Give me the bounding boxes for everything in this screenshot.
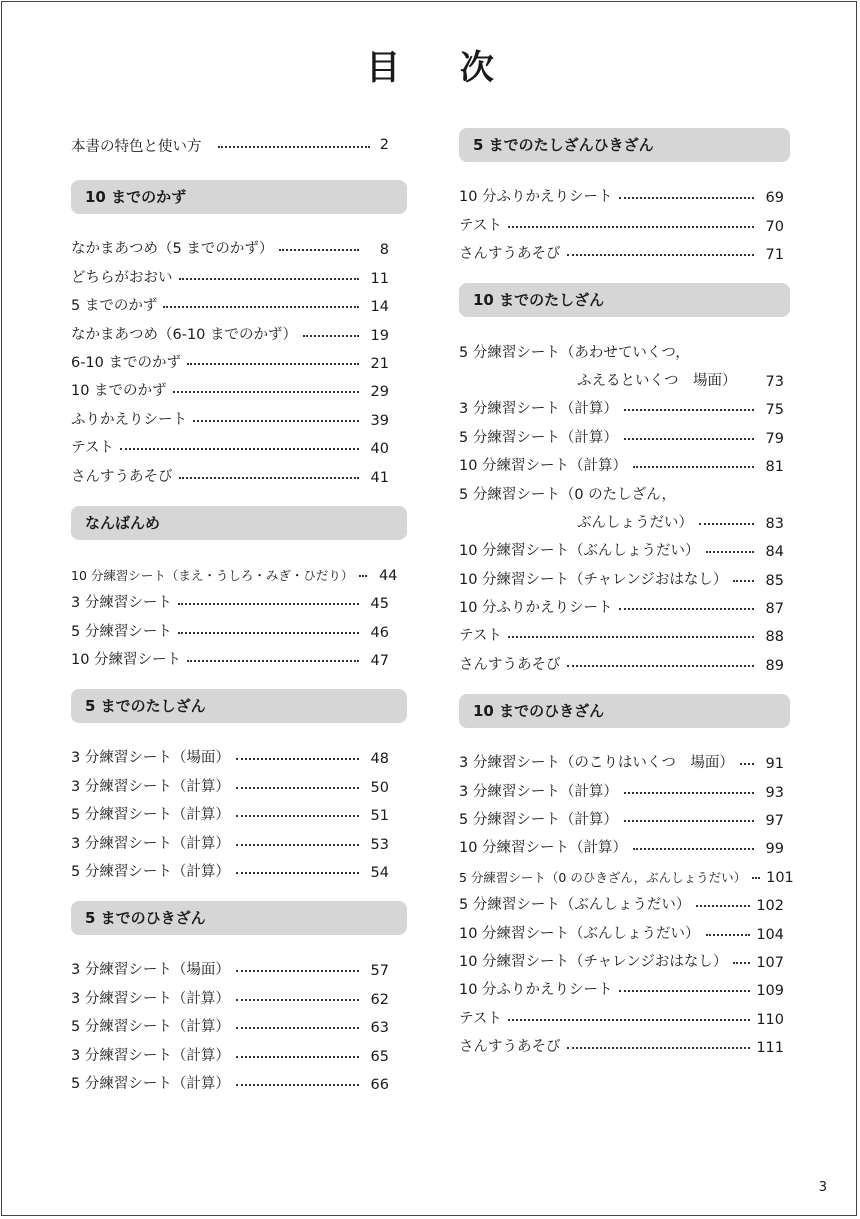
toc-entry-page: 99 [765, 841, 784, 858]
section-heading: 5 までのひきざん [71, 901, 407, 935]
toc-entry-page: 50 [370, 779, 389, 796]
toc-entry-page: 109 [756, 983, 784, 1000]
toc-entry-label: 10 分練習シート（ぶんしょうだい） [459, 925, 700, 942]
toc-entry[interactable] [459, 418, 790, 446]
toc-entry-label: 3 分練習シート（計算） [71, 1047, 230, 1064]
dot-leader [624, 438, 754, 440]
toc-entry-page: 19 [370, 327, 389, 344]
toc-entry-label: 5 までのかず [71, 298, 158, 315]
toc-entry[interactable] [459, 532, 790, 560]
dot-leader [619, 197, 754, 199]
toc-entry-page: 66 [370, 1076, 389, 1093]
toc-entry-page: 14 [370, 299, 389, 316]
toc-entry-label: さんすうあそび [459, 1039, 561, 1056]
toc-entry-page: 73 [765, 373, 784, 390]
toc-entry-page: 89 [765, 657, 784, 674]
toc-entry-page: 107 [756, 954, 784, 971]
toc-entry[interactable] [71, 372, 407, 400]
dot-leader [619, 608, 754, 610]
toc-entry[interactable] [459, 475, 790, 503]
toc-entry[interactable] [459, 447, 790, 475]
dot-leader [699, 523, 754, 525]
toc-entry-label: 5 分練習シート（計算） [71, 807, 230, 824]
toc-section [71, 901, 407, 1093]
toc-entry[interactable] [71, 584, 407, 612]
toc-entry[interactable] [459, 999, 790, 1027]
toc-entry-page: 70 [765, 218, 784, 235]
toc-entry-label: 3 分練習シート（計算） [71, 778, 230, 795]
dot-leader [706, 551, 754, 553]
toc-entry-label: 5 分練習シート（計算） [459, 812, 618, 829]
dot-leader [178, 603, 359, 605]
toc-entry-page: 75 [765, 402, 784, 419]
dot-leader [218, 146, 370, 148]
page-number: 3 [818, 1180, 827, 1195]
toc-entry-page: 54 [370, 865, 389, 882]
toc-entry-page: 87 [765, 601, 784, 618]
toc-entry[interactable] [459, 829, 790, 857]
toc-entry-label: 3 分練習シート（計算） [71, 835, 230, 852]
toc-entry[interactable] [459, 744, 790, 772]
toc-entry[interactable] [71, 344, 407, 372]
toc-entry[interactable] [71, 315, 407, 343]
toc-entry[interactable] [459, 390, 790, 418]
toc-entry[interactable] [459, 772, 790, 800]
toc-entry-label: どちらがおおい [71, 269, 173, 286]
toc-entry-label: テスト [71, 440, 114, 457]
dot-leader [508, 1019, 750, 1021]
dot-leader [236, 758, 359, 760]
toc-entry-page: 40 [370, 441, 389, 458]
toc-entry-label: 10 分練習シート（計算） [459, 458, 628, 475]
section-heading: なんばんめ [71, 506, 407, 540]
dot-leader [303, 335, 359, 337]
dot-leader [567, 254, 755, 256]
section-heading: 10 までのたしざん [459, 283, 790, 317]
toc-entry[interactable] [459, 971, 790, 999]
dot-leader [193, 420, 359, 422]
toc-entry-label: 5 分練習シート（0 のたしざん， [459, 486, 677, 503]
toc-entry-page: 53 [370, 836, 389, 853]
dot-leader [187, 660, 359, 662]
toc-entry-label: 5 分練習シート（計算） [71, 1075, 230, 1092]
toc-entry-page: 91 [765, 756, 784, 773]
toc-entry-label: さんすうあそび [459, 656, 561, 673]
section-heading: 5 までのたしざん [71, 689, 407, 723]
toc-entry-page: 93 [765, 784, 784, 801]
toc-entry[interactable] [459, 235, 790, 263]
toc-entry[interactable] [71, 767, 407, 795]
dot-leader [633, 848, 754, 850]
toc-entry-label: 5 分練習シート（0 のひきざん，ぶんしょうだい） [459, 869, 747, 885]
toc-entry[interactable] [459, 645, 790, 673]
toc-entry[interactable] [459, 914, 790, 942]
toc-entry[interactable] [459, 886, 790, 914]
dot-leader [624, 792, 754, 794]
toc-entry-label: 3 分練習シート（計算） [459, 401, 618, 418]
dot-leader [706, 934, 751, 936]
toc-entry-page: 47 [370, 653, 389, 670]
toc-entry-label: テスト [459, 1010, 502, 1027]
dot-leader [236, 1084, 359, 1086]
toc-entry-page: 81 [765, 459, 784, 476]
toc-entry-page: 39 [370, 412, 389, 429]
toc-section [459, 283, 790, 674]
toc-entry[interactable] [71, 824, 407, 852]
toc-entry[interactable] [459, 178, 790, 206]
dot-leader [187, 363, 359, 365]
toc-section [71, 689, 407, 881]
toc-entry-label: 3 分練習シート（場面） [71, 962, 230, 979]
toc-entry-label: ふえるといくつ 場面） [577, 372, 737, 389]
toc-entry-label: なかまあつめ（6-10 までのかず） [71, 326, 298, 343]
toc-entry-label: 10 分ふりかえりシート [459, 982, 613, 999]
toc-entry[interactable] [459, 857, 794, 886]
toc-entry-label: 5 分練習シート（計算） [459, 429, 618, 446]
toc-entry[interactable] [71, 556, 407, 584]
dot-leader [567, 1047, 751, 1049]
toc-entry-page: 88 [765, 629, 784, 646]
dot-leader [236, 872, 359, 874]
toc-entry[interactable] [71, 258, 407, 286]
toc-entry-label: 5 分練習シート（計算） [71, 864, 230, 881]
dot-leader [236, 1027, 359, 1029]
toc-entry[interactable] [71, 230, 407, 258]
toc-entry-page: 110 [756, 1011, 784, 1028]
toc-entry-label: テスト [459, 628, 502, 645]
dot-leader [236, 999, 359, 1001]
dot-leader [120, 448, 359, 450]
toc-entry-continuation[interactable] [459, 362, 790, 390]
toc-entry-label: 3 分練習シート（場面） [71, 750, 230, 767]
toc-entry-label: 6-10 までのかず [71, 354, 182, 371]
toc-entry-label: 3 分練習シート（のこりはいくつ 場面） [459, 755, 734, 772]
dot-leader [624, 409, 754, 411]
dot-leader [733, 962, 750, 964]
toc-entry-page: 29 [370, 384, 389, 401]
toc-entry-label: 10 分ふりかえりシート [459, 189, 613, 206]
toc-entry[interactable] [459, 1028, 790, 1056]
dot-leader [236, 815, 359, 817]
toc-entry[interactable] [71, 612, 407, 640]
toc-entry[interactable] [71, 457, 407, 485]
toc-section [459, 694, 794, 1057]
toc-entry-page: 65 [370, 1048, 389, 1065]
toc-entry-page: 45 [370, 596, 389, 613]
toc-section [459, 128, 790, 263]
toc-entry-page: 11 [370, 270, 389, 287]
toc-entry-label: 10 分練習シート（ぶんしょうだい） [459, 543, 700, 560]
toc-right-column [459, 128, 794, 1076]
toc-entry[interactable] [71, 853, 407, 881]
toc-entry[interactable] [71, 287, 407, 315]
toc-left-column [71, 128, 407, 1113]
dot-leader [752, 877, 760, 879]
dot-leader [624, 820, 754, 822]
toc-entry[interactable] [71, 796, 407, 824]
toc-entry-page: 46 [370, 624, 389, 641]
toc-entry[interactable] [459, 206, 790, 234]
dot-leader [740, 763, 754, 765]
toc-entry[interactable] [71, 1008, 407, 1036]
toc-entry-page: 8 [379, 242, 389, 259]
toc-entry-page: 102 [756, 898, 784, 915]
toc-entry-label: 10 分練習シート（チャレンジおはなし） [459, 953, 728, 970]
toc-entry-page: 84 [765, 544, 784, 561]
toc-entry-page: 111 [756, 1040, 784, 1057]
dot-leader [733, 580, 754, 582]
toc-entry-label: 本書の特色と使い方 [71, 138, 202, 155]
toc-entry-page: 101 [766, 869, 794, 886]
dot-leader [163, 306, 359, 308]
toc-entry-page: 85 [765, 572, 784, 589]
toc-entry[interactable] [71, 1036, 407, 1064]
dot-leader [179, 477, 360, 479]
dot-leader [619, 990, 751, 992]
toc-entry-label: 10 分練習シート [71, 652, 182, 669]
toc-entry-label: さんすうあそび [459, 246, 561, 263]
toc-entry[interactable] [459, 801, 790, 829]
toc-entry[interactable] [71, 1065, 407, 1093]
toc-entry-label: 10 分練習シート（まえ・うしろ・みぎ・ひだり） [71, 567, 354, 583]
dot-leader [236, 844, 359, 846]
toc-entry-page: 2 [379, 137, 389, 153]
toc-entry-label: 5 分練習シート（あわせていくつ， [459, 344, 690, 361]
dot-leader [178, 632, 359, 634]
toc-entry-label: ぶんしょうだい） [577, 514, 693, 531]
toc-entry-page: 51 [370, 808, 389, 825]
toc-entry-page: 21 [370, 355, 389, 372]
dot-leader [236, 970, 359, 972]
dot-leader [696, 905, 750, 907]
dot-leader [179, 278, 360, 280]
dot-leader [236, 1056, 359, 1058]
toc-entry-page: 83 [765, 515, 784, 532]
section-heading: 10 までのかず [71, 180, 407, 214]
toc-entry-page: 41 [370, 469, 389, 486]
toc-entry[interactable] [71, 641, 407, 669]
toc-entry[interactable] [71, 979, 407, 1007]
toc-intro-entry[interactable] [71, 128, 407, 162]
toc-entry-label: なかまあつめ（5 までのかず） [71, 241, 274, 258]
toc-entry-page: 97 [765, 813, 784, 830]
toc-entry-label: 10 分練習シート（計算） [459, 840, 628, 857]
toc-entry-label: 5 分練習シート（計算） [71, 1019, 230, 1036]
section-heading: 5 までのたしざんひきざん [459, 128, 790, 162]
toc-entry-label: 10 までのかず [71, 383, 167, 400]
dot-leader [359, 575, 367, 577]
toc-entry-page: 63 [370, 1020, 389, 1037]
toc-entry-label: 5 分練習シート（ぶんしょうだい） [459, 897, 691, 914]
toc-section [71, 506, 407, 670]
toc-entry[interactable] [459, 333, 790, 361]
toc-entry-label: 5 分練習シート [71, 623, 172, 640]
toc-entry-label: テスト [459, 217, 502, 234]
toc-entry[interactable] [459, 943, 790, 971]
toc-entry[interactable] [71, 400, 407, 428]
toc-entry-label: さんすうあそび [71, 468, 173, 485]
section-heading: 10 までのひきざん [459, 694, 790, 728]
toc-entry-page: 62 [370, 991, 389, 1008]
toc-entry-page: 48 [370, 751, 389, 768]
toc-entry[interactable] [71, 951, 407, 979]
dot-leader [508, 226, 754, 228]
toc-entry-label: ふりかえりシート [71, 411, 187, 428]
toc-entry-page: 57 [370, 963, 389, 980]
dot-leader [173, 391, 359, 393]
toc-entry-label: 3 分練習シート（計算） [71, 990, 230, 1007]
dot-leader [279, 249, 359, 251]
toc-entry-page: 69 [765, 190, 784, 207]
toc-entry-label: 10 分練習シート（チャレンジおはなし） [459, 571, 728, 588]
toc-entry[interactable] [71, 429, 407, 457]
toc-entry[interactable] [71, 739, 407, 767]
toc-section [71, 180, 407, 486]
toc-entry-page: 79 [765, 430, 784, 447]
toc-entry-label: 3 分練習シート [71, 595, 172, 612]
toc-entry-label: 3 分練習シート（計算） [459, 783, 618, 800]
toc-entry[interactable] [459, 560, 790, 588]
toc-entry-label: 10 分ふりかえりシート [459, 600, 613, 617]
toc-entry-page: 71 [765, 247, 784, 264]
toc-entry-page: 104 [756, 926, 784, 943]
dot-leader [633, 466, 754, 468]
toc-entry-page: 44 [378, 567, 398, 584]
dot-leader [567, 665, 755, 667]
toc-entry-continuation[interactable] [459, 504, 790, 532]
page-title: 目 次 [366, 48, 518, 88]
toc-entry[interactable] [459, 617, 790, 645]
toc-entry[interactable] [459, 589, 790, 617]
dot-leader [236, 787, 359, 789]
dot-leader [508, 636, 754, 638]
